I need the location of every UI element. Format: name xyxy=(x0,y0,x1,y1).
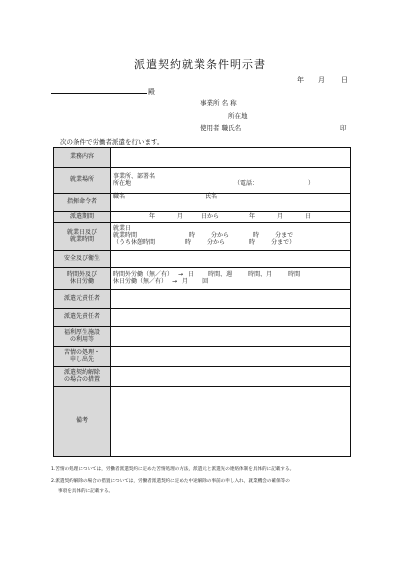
value-client-manager[interactable] xyxy=(111,309,351,327)
value-period[interactable] xyxy=(111,212,351,223)
value-work-place[interactable] xyxy=(111,168,351,194)
label-safety: 安全及び衛生 xyxy=(54,251,111,268)
row-safety xyxy=(54,251,351,268)
document-title: 派遣契約就業条件明示書 xyxy=(134,58,266,71)
conditions-table xyxy=(53,147,351,457)
label-dispatch-manager: 派遣元責任者 xyxy=(54,290,111,309)
employer-location-label: 所在地 xyxy=(228,112,248,120)
label-supervisor: 指揮命令者 xyxy=(54,194,111,212)
value-work-content[interactable] xyxy=(111,148,351,168)
work-place-location: 所在地 xyxy=(113,179,132,187)
row-welfare xyxy=(54,327,351,347)
work-place-line2 xyxy=(113,181,348,188)
row-dispatch-manager xyxy=(54,290,351,309)
work-place-phone-close: ） xyxy=(308,179,315,187)
complaint-label2: 申し出先 xyxy=(69,355,94,363)
schedule-until1: 分まで xyxy=(275,232,294,240)
value-remarks[interactable] xyxy=(111,387,351,457)
value-complaint[interactable] xyxy=(111,347,351,367)
overtime-holiday: 休日労働（無／有） xyxy=(113,277,168,285)
overtime-day: 日 xyxy=(188,270,195,278)
employer-user-label: 使用者 職氏名 xyxy=(200,124,242,132)
row-work-content xyxy=(54,148,351,168)
overtime-label2: 休日労働 xyxy=(69,277,94,285)
note-2a: 2.派遣契約解除の場合の措置については，労働者派遣契約に定めた中途解除の事前の申し入れ，就業機会の確保等の xyxy=(51,479,290,484)
overtime-ot: 時間外労働（無／有） xyxy=(113,270,174,278)
row-cancellation xyxy=(54,367,351,387)
value-supervisor[interactable] xyxy=(111,194,351,212)
row-complaint xyxy=(54,347,351,367)
overtime-month: 月 xyxy=(182,277,189,285)
schedule-hours: 就業時間 xyxy=(113,232,138,240)
cancellation-label1: 派遣契約解除 xyxy=(63,368,100,376)
schedule-until2: 分まで） xyxy=(271,238,296,246)
date-year: 年 xyxy=(297,76,304,84)
period-year2: 年 xyxy=(249,212,256,220)
overtime-arrow1: → xyxy=(178,270,184,278)
label-complaint xyxy=(54,347,111,367)
holiday-line xyxy=(113,279,348,286)
row-schedule xyxy=(54,223,351,251)
schedule-label1: 就業日及び xyxy=(66,228,97,236)
row-client-manager xyxy=(54,309,351,327)
date-month: 月 xyxy=(318,76,325,84)
label-period: 派遣期間 xyxy=(54,212,111,223)
row-remarks xyxy=(54,387,351,457)
note-1: 1.苦情の処理については，労働者派遣契約に定めた苦情処理の方法，派遣元と派遣先の連絡体制を具体的に記載する。 xyxy=(51,467,295,472)
seal-mark: 印 xyxy=(340,124,347,132)
period-day2: 日 xyxy=(305,212,312,220)
overtime-times: 回 xyxy=(202,277,209,285)
schedule-from2: 分から xyxy=(207,238,226,246)
period-month1: 月 xyxy=(177,212,184,220)
row-supervisor xyxy=(54,194,351,212)
period-day-from: 日から xyxy=(201,212,220,220)
schedule-hour4: 時 xyxy=(249,238,256,246)
overtime-hours-a: 時間、週 xyxy=(208,270,233,278)
date-day: 日 xyxy=(341,76,348,84)
welfare-label1: 福利厚生施設 xyxy=(63,328,100,336)
value-welfare[interactable] xyxy=(111,327,351,347)
welfare-label2: の利用等 xyxy=(69,335,94,343)
schedule-hour1: 時 xyxy=(189,232,196,240)
schedule-break-line xyxy=(113,240,348,247)
label-welfare xyxy=(54,327,111,347)
employer-office-label: 事業所 名 称 xyxy=(200,99,237,107)
supervisor-name-label: 氏名 xyxy=(205,193,218,200)
overtime-label1: 時間外及び xyxy=(66,270,97,278)
label-work-place: 就業場所 xyxy=(54,168,111,194)
label-remarks: 備考 xyxy=(54,387,111,457)
period-month2: 月 xyxy=(277,212,284,220)
note-2b: 事項を具体的に記載する。 xyxy=(58,489,114,494)
overtime-hours-c: 時間 xyxy=(288,270,301,278)
value-cancellation[interactable] xyxy=(111,367,351,387)
cancellation-label2: の場合の措置 xyxy=(63,375,100,383)
row-work-place xyxy=(54,168,351,194)
schedule-label2: 就業時間 xyxy=(69,235,94,243)
value-overtime[interactable] xyxy=(111,268,351,290)
label-overtime xyxy=(54,268,111,290)
supervisor-title-label: 職名 xyxy=(113,193,126,200)
value-dispatch-manager[interactable] xyxy=(111,290,351,309)
period-year1: 年 xyxy=(149,212,156,220)
overtime-hours-b: 時間、月 xyxy=(248,270,273,278)
row-period xyxy=(54,212,351,223)
value-safety[interactable] xyxy=(111,251,351,268)
schedule-hour2: 時 xyxy=(253,232,260,240)
label-client-manager: 派遣先責任者 xyxy=(54,309,111,327)
addressee-suffix: 殿 xyxy=(148,88,155,96)
row-overtime xyxy=(54,268,351,290)
overtime-arrow2: → xyxy=(172,277,178,285)
work-place-line1: 事業所、部署名 xyxy=(113,172,156,180)
intro-text: 次の条件で労働者派遣を行います。 xyxy=(60,138,164,146)
schedule-hour3: 時 xyxy=(185,238,192,246)
label-schedule xyxy=(54,223,111,251)
schedule-break: （うち休憩時間 xyxy=(113,238,156,246)
work-place-phone: （電話： xyxy=(234,179,259,187)
addressee-line xyxy=(51,93,147,94)
label-work-content: 業務内容 xyxy=(54,148,111,168)
value-schedule[interactable] xyxy=(111,223,351,251)
schedule-from1: 分から xyxy=(211,232,230,240)
schedule-days: 就業日 xyxy=(113,225,132,233)
label-cancellation xyxy=(54,367,111,387)
complaint-label1: 苦情の処理・ xyxy=(63,348,100,356)
